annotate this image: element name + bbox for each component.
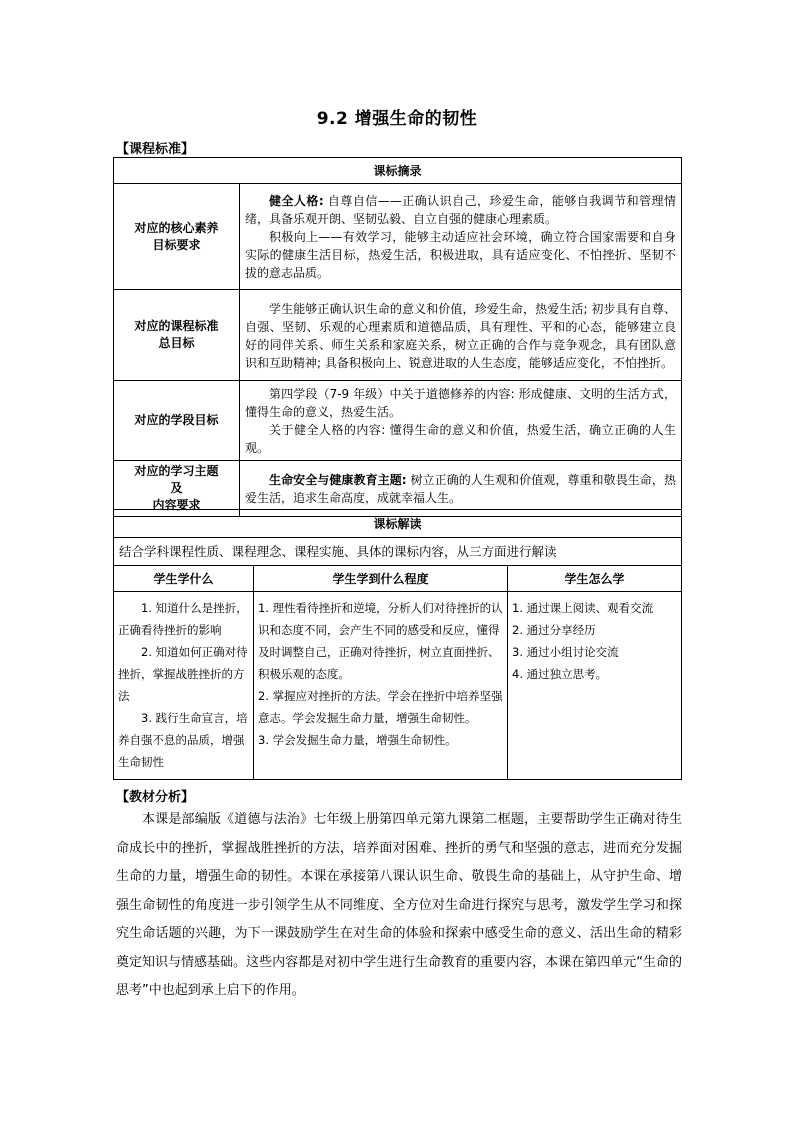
- curriculum-standard-table: [113, 157, 682, 517]
- row-content-learning-theme: 生命安全与健康教育主题: 树立正确的人生观和价值观，尊重和敬畏生命，热爱生活，追求生命高度，成就幸福人生。: [240, 461, 682, 517]
- row-content-stage-goal: 第四学段（7-9 年级）中关于道德修养的内容: 形成健康、文明的生活方式，懂得生命的意义，热爱生活。 关于健全人格的内容: 懂得生命的意义和价值，热爱生活，确立正确的人生观。: [240, 381, 682, 461]
- curriculum-interpretation-table: [113, 509, 682, 780]
- cell-what-to-learn: 1. 知道什么是挫折，正确看待挫折的影响 2. 知道如何正确对待挫折，掌握战胜挫折的方法 3. 践行生命宣言，培养自强不息的品质，增强生命韧性: [114, 592, 254, 780]
- row-content-overall-goal: 学生能够正确认识生命的意义和价值，珍爱生命，热爱生活; 初步具有自尊、自强、坚韧、乐观的心理素质和道德品质，具有理性、平和的心态，能够建立良好的同伴关系、师生关系和家庭关系，树立正确的合作与竞争观念，具有团队意识和互助精神; 具备积极向上、锐意进取的人生态度，能够适应变化，不怕挫折。: [240, 290, 682, 381]
- interpretation-intro: 结合学科课程性质、课程理念、课程实施、具体的课标内容，从三方面进行解读: [114, 538, 682, 566]
- table-header-interpretation: 课标解读: [114, 510, 682, 538]
- section-heading-textbook-analysis: 【教材分析】: [116, 790, 195, 805]
- table-header-excerpt: 课标摘录: [114, 158, 682, 184]
- cell-how-to-learn: 1. 通过课上阅读、观看交流 2. 通过分享经历 3. 通过小组讨论交流 4. 通过独立思考。: [508, 592, 682, 780]
- bold-lead: 生命安全与健康教育主题:: [269, 473, 407, 487]
- row-label-overall-goal: 对应的课程标准 总目标: [114, 290, 240, 381]
- row-label-core-literacy: 对应的核心素养 目标要求: [114, 184, 240, 290]
- textbook-analysis-paragraph: 本课是部编版《道德与法治》七年级上册第四单元第九课第二框题，主要帮助学生正确对待生命成长中的挫折，掌握战胜挫折的方法，培养面对困难、挫折的勇气和坚强的意志，进而充分发掘生命的力量，增强生命的韧性。本课在承接第八课认识生命、敬畏生命的基础上，从守护生命、增强生命韧性的角度进一步引领学生从不同维度、全方位对生命进行探究与思考，激发学生学习和探究生命话题的兴趣，为下一课鼓励学生在对生命的体验和探索中感受生命的意义、活出生命的精彩奠定知识与情感基础。这些内容都是对初中学生进行生命教育的重要内容，本课在第四单元“生命的思考”中也起到承上启下的作用。: [116, 812, 682, 998]
- section-heading-curriculum-standard: 【课程标准】: [116, 142, 195, 157]
- col-header-degree: 学生学到什么程度: [254, 566, 508, 592]
- page-title: 9.2 增强生命的韧性: [316, 109, 478, 129]
- cell-learning-degree: 1. 理性看待挫折和逆境，分析人们对待挫折的认识和态度不同，会产生不同的感受和反应，懂得及时调整自己，正确对待挫折，树立直面挫折、积极乐观的态度。 2. 掌握应对挫折的方法。学会在挫折中培养坚强意志。学会发掘生命力量，增强生命韧性。 3. 学会发掘生命力量，增强生命韧性。: [254, 592, 508, 780]
- col-header-how: 学生怎么学: [508, 566, 682, 592]
- row-content-core-literacy: 健全人格: 自尊自信——正确认识自己，珍爱生命，能够自我调节和管理情绪，具备乐观开朗、坚韧弘毅、自立自强的健康心理素质。 积极向上——有效学习，能够主动适应社会环境，确立符合国家需要和自身实际的健康生活目标，热爱生活，积极进取，具有适应变化、不怕挫折、坚韧不拔的意志品质。: [240, 184, 682, 290]
- row-label-stage-goal: 对应的学段目标: [114, 381, 240, 461]
- bold-lead: 健全人格:: [269, 194, 324, 208]
- col-header-what: 学生学什么: [114, 566, 254, 592]
- row-label-learning-theme: 对应的学习主题 及 内容要求: [114, 461, 240, 517]
